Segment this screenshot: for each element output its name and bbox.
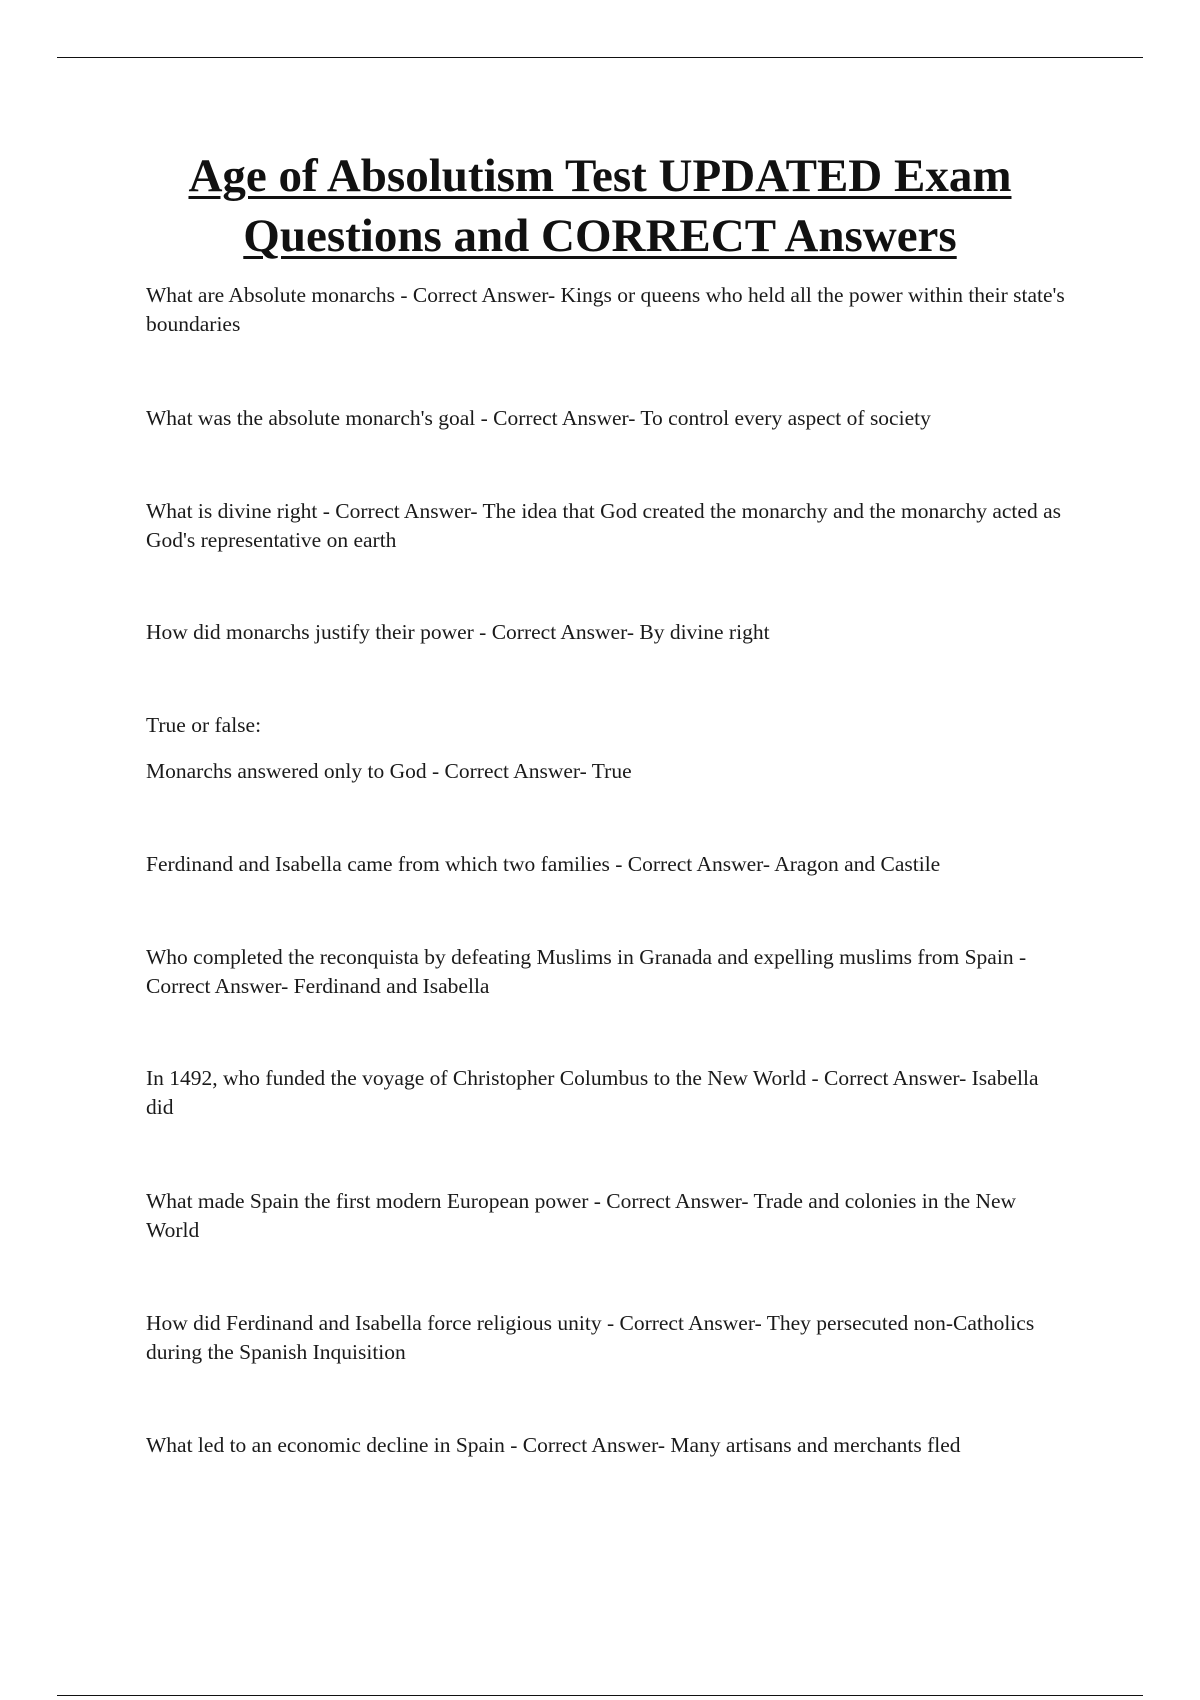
qa-item-monarch-goal: What was the absolute monarch's goal - Correct Answer- To control every aspect of society (146, 406, 931, 430)
qa-item-answered-to-god: Monarchs answered only to God - Correct Answer- True (146, 759, 632, 783)
qa-item-true-or-false-prompt: True or false: (146, 713, 262, 737)
qa-item-divine-right: What is divine right - Correct Answer- The idea that God created the monarchy and the monarchy acted as God's representative on earth (146, 499, 1061, 552)
qa-item-economic-decline: What led to an economic decline in Spain - Correct Answer- Many artisans and merchants fled (146, 1433, 961, 1457)
qa-item-columbus: In 1492, who funded the voyage of Christopher Columbus to the New World - Correct Answer- Isabella did (146, 1066, 1039, 1119)
top-rule (57, 57, 1143, 58)
page-title (100, 146, 1100, 266)
bottom-rule (57, 1695, 1143, 1696)
title-line-1: Age of Absolutism Test UPDATED Exam (188, 150, 1012, 202)
qa-item-justify-power: How did monarchs justify their power - Correct Answer- By divine right (146, 620, 770, 644)
qa-item-religious-unity: How did Ferdinand and Isabella force religious unity - Correct Answer- They persecuted non-Catholics during the Spanish Inquisition (146, 1311, 1035, 1364)
title-line-2: Questions and CORRECT Answers (243, 210, 957, 262)
qa-item-two-families: Ferdinand and Isabella came from which two families - Correct Answer- Aragon and Castile (146, 852, 941, 876)
qa-item-absolute-monarchs: What are Absolute monarchs - Correct Answer- Kings or queens who held all the power within their state's boundaries (146, 283, 1065, 336)
qa-item-reconquista: Who completed the reconquista by defeating Muslims in Granada and expelling muslims from Spain - Correct Answer- Ferdinand and Isabella (146, 945, 1027, 998)
qa-item-spain-power: What made Spain the first modern European power - Correct Answer- Trade and colonies in the New World (146, 1189, 1017, 1242)
